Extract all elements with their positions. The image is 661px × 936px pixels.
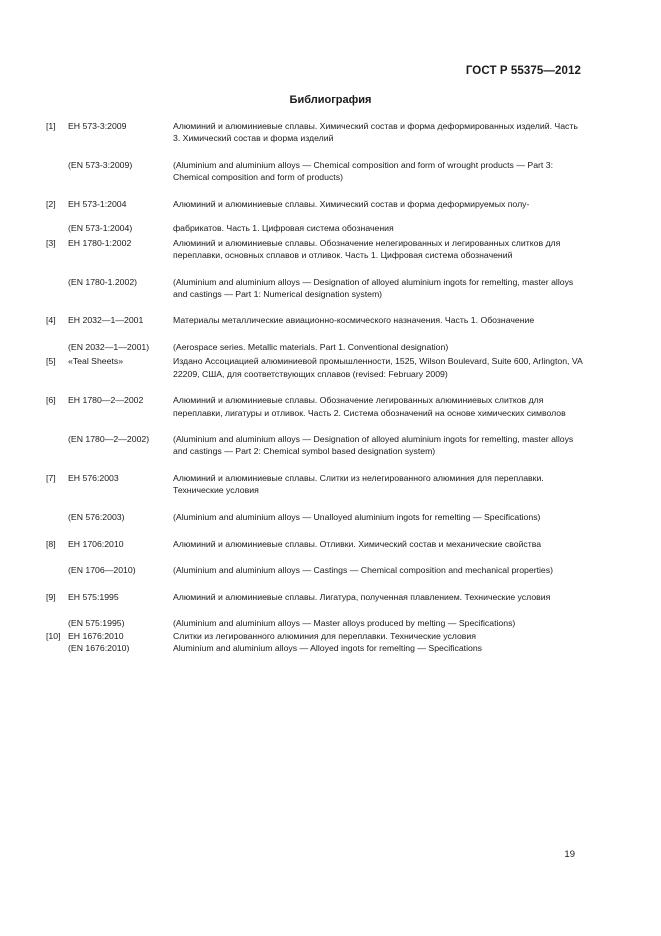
entry-number: [46, 617, 68, 629]
entry-code: ЕН 575:1995: [68, 591, 119, 602]
entry-number: [46, 511, 68, 536]
entry-code: ЕН 573-3:2009: [68, 121, 127, 131]
entry-number: [3]: [46, 237, 56, 248]
entry-text: (Aluminium and aluminium alloys — Chemical composition and form of wrought products — Part 3: Chemical composition and form of products): [173, 159, 553, 183]
bibliography-entry: [46, 394, 584, 431]
entry-code: ЕН 1676:2010: [68, 630, 124, 641]
entry-text: Издано Ассоциацией алюминиевой промышленности, 1525, Wilson Boulevard, Suite 600, Arlington, VA 22209, США, для соответствующих сплавов (revised: February 2009): [173, 356, 583, 379]
entry-number: [46, 433, 68, 470]
entry-number: [46, 276, 68, 313]
entry-text: (Aluminium and aluminium alloys — Designation of alloyed aluminium ingots for remelting, master alloys and castings — Part 1: Numerical designation system): [173, 276, 574, 299]
entry-number: [46, 564, 68, 589]
entry-number: [46, 159, 68, 196]
bibliography-entry: [46, 538, 584, 563]
entry-text: Алюминий и алюминиевые сплавы. Отливки. Химический состав и механические свойства: [173, 538, 542, 549]
entry-text: (Aluminium and aluminium alloys — Castings — Chemical composition and mechanical properties): [173, 565, 553, 576]
entry-code: ЕН 573-1:2004: [68, 198, 127, 209]
entry-code: ЕН 1780—2—2002: [68, 395, 144, 406]
entry-number: [2]: [46, 198, 56, 209]
entry-code: (EN 2032—1—2001): [68, 342, 150, 353]
entry-code: ЕН 2032—1—2001: [68, 315, 144, 326]
entry-number: [8]: [46, 538, 56, 549]
entry-text: (Aluminium and aluminium alloys — Master alloys produced by melting — Specifications): [173, 618, 516, 629]
bibliography-entry: [46, 314, 584, 339]
entry-number: [5]: [46, 356, 56, 367]
entry-text: Слитки из легированного алюминия для переплавки. Технические условия: [173, 630, 476, 641]
bibliography-entry: [46, 276, 584, 313]
bibliography-entry: [46, 237, 584, 274]
entry-code: (EN 573-3:2009): [68, 159, 133, 170]
entry-code: (EN 575:1995): [68, 618, 125, 629]
entry-text: Алюминий и алюминиевые сплавы. Химический состав и форма деформируемых полу-: [173, 198, 530, 209]
page-number: 19: [564, 849, 575, 860]
entry-text: (Aerospace series. Metallic materials. Part 1. Conventional designation): [173, 342, 449, 353]
bibliography-entry: [46, 159, 584, 196]
entry-number: [7]: [46, 473, 56, 484]
entry-text: (Aluminium and aluminium alloys — Designation of alloyed aluminium ingots for remelting, master alloys and castings — Part 2: Chemical symbol based designation system): [173, 434, 574, 457]
entry-text: Алюминий и алюминиевые сплавы. Химический состав и форма деформированных изделий. Часть 3. Химический состав и форма изделий: [173, 121, 578, 144]
page-title: Библиография: [289, 94, 372, 106]
entry-code: (EN 573-1:2004): [68, 223, 133, 234]
entry-number: [9]: [46, 591, 56, 602]
entry-number: [46, 341, 68, 353]
entry-text: Алюминий и алюминиевые сплавы. Обозначение легированных алюминиевых слитков для переплавки, лигатуры и отливок. Часть 2. Система обозначений на основе химических символов: [173, 395, 566, 418]
entry-number: [1]: [46, 121, 56, 131]
bibliography-entry: [46, 591, 584, 616]
entry-code: ЕН 1706:2010: [68, 538, 124, 549]
bibliography-entry: [46, 341, 584, 353]
bibliography-entry: [46, 433, 584, 470]
entry-code: (EN 1706—2010): [68, 565, 136, 576]
entry-number: [46, 642, 68, 654]
bibliography-entry: [46, 120, 584, 157]
entry-text: фабрикатов. Часть 1. Цифровая система обозначения: [173, 223, 394, 234]
entry-code: (EN 1780—2—2002): [68, 434, 150, 445]
entry-number: [4]: [46, 315, 56, 326]
entry-text: (Aluminium and aluminium alloys — Unalloyed aluminium ingots for remelting — Specifications): [173, 511, 541, 522]
entry-text: Материалы металлические авиационно-космического назначения. Часть 1. Обозначение: [173, 315, 535, 326]
entry-code: ЕН 1780-1:2002: [68, 237, 132, 248]
entry-number: [10]: [46, 630, 61, 641]
bibliography-entry: [46, 564, 584, 589]
entry-text: Aluminium and aluminium alloys — Alloyed ingots for remelting — Specifications: [173, 642, 483, 653]
document-standard-header: ГОСТ Р 55375—2012: [465, 65, 581, 77]
entry-code: ЕН 576:2003: [68, 473, 119, 484]
entry-code: (EN 1676:2010): [68, 642, 130, 653]
bibliography-entry: [46, 222, 584, 234]
bibliography-entry: [46, 355, 584, 392]
entry-number: [6]: [46, 395, 56, 406]
entry-text: Алюминий и алюминиевые сплавы. Слитки из нелегированного алюминия для переплавки. Технические условия: [173, 473, 544, 496]
bibliography-entry: [46, 642, 584, 654]
entry-code: «Teal Sheets»: [68, 356, 124, 367]
entry-text: Алюминий и алюминиевые сплавы. Лигатура, полученная плавлением. Технические условия: [173, 591, 551, 602]
bibliography-entry: [46, 472, 584, 509]
entry-number: [46, 222, 68, 234]
bibliography-entry: [46, 511, 584, 536]
entry-code: (EN 1780-1.2002): [68, 276, 138, 287]
bibliography-entry: [46, 630, 584, 642]
entry-code: (EN 576:2003): [68, 511, 125, 522]
bibliography-entry: [46, 617, 584, 629]
bibliography-list: [46, 120, 584, 654]
bibliography-entry: [46, 198, 584, 223]
entry-text: Алюминий и алюминиевые сплавы. Обозначение нелегированных и легированных слитков для переплавки, основных сплавов и отливок. Часть 1. Цифровая система обозначений: [173, 237, 561, 260]
